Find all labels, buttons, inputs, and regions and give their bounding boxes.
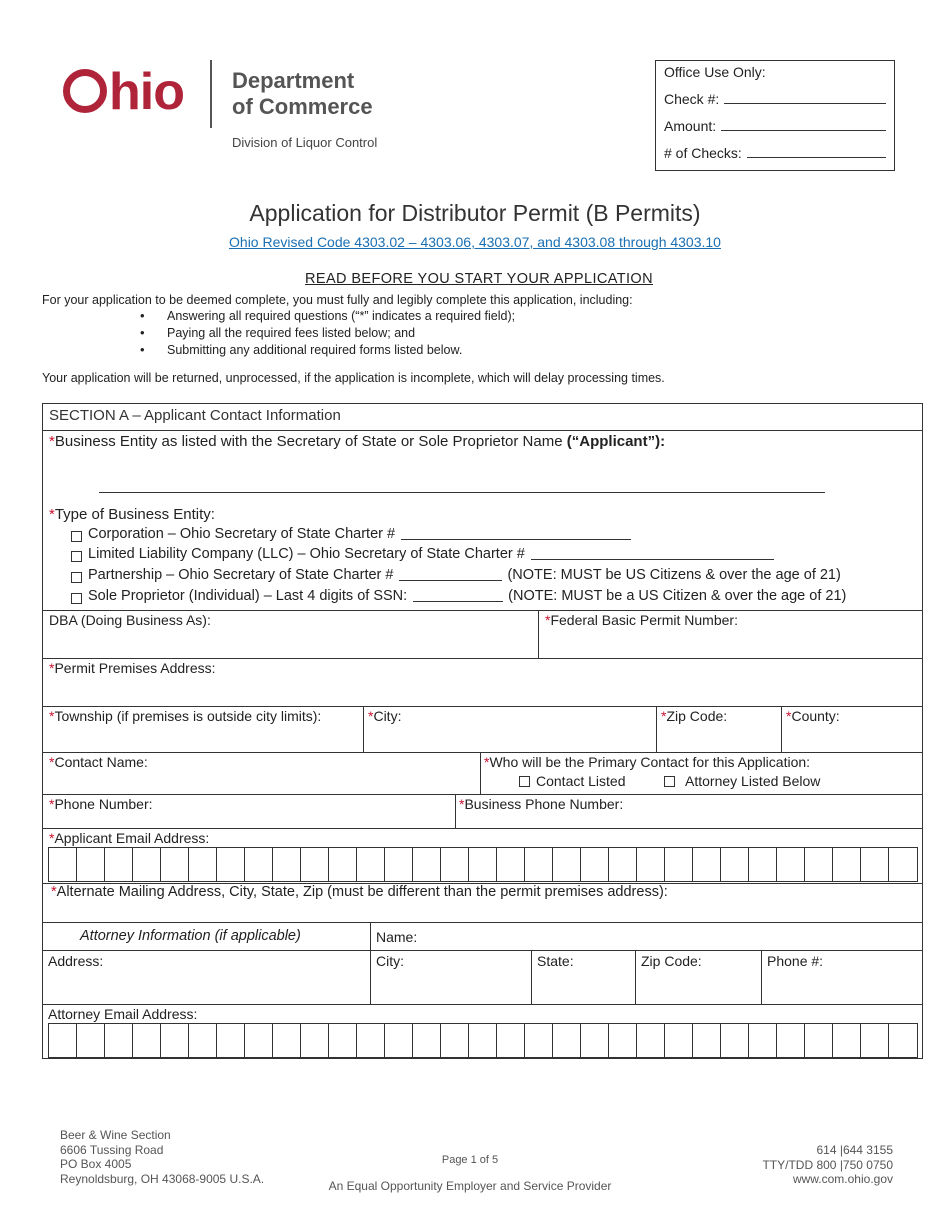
attorney-name-label: Name: [376, 929, 418, 945]
list-item: • Answering all required questions (“*” indicates a required field); [140, 309, 515, 326]
attorney-email-grid[interactable] [48, 1023, 918, 1058]
requirements-list [140, 309, 515, 360]
attorney-city-label: City: [376, 953, 404, 969]
department-name [232, 68, 373, 120]
premises-address-label: *Permit Premises Address: [49, 660, 216, 676]
zip-label: *Zip Code: [661, 708, 728, 724]
footer-phone: 614 |644 3155 [816, 1143, 893, 1157]
ohio-logo-text: hio [109, 63, 184, 121]
entity-type-label: *Type of Business Entity: [49, 506, 215, 523]
section-heading: SECTION A – Applicant Contact Information [49, 407, 341, 424]
primary-contact-label: *Who will be the Primary Contact for this Application: [484, 754, 811, 770]
attorney-listed-checkbox[interactable] [664, 776, 675, 787]
llc-charter-field[interactable] [531, 559, 774, 560]
equal-opportunity-text: An Equal Opportunity Employer and Service Provider [328, 1179, 612, 1193]
footer-city-state: Reynoldsburg, OH 43068-9005 U.S.A. [60, 1171, 265, 1186]
alt-mailing-label: *Alternate Mailing Address, City, State, Zip (must be different than the permit premises address): [51, 884, 668, 900]
returned-notice: Your application will be returned, unprocessed, if the application is incomplete, which will delay processing times. [42, 371, 665, 385]
sole-proprietor-checkbox[interactable] [71, 593, 82, 604]
logo-divider [210, 60, 212, 128]
footer-street: 6606 Tussing Road [60, 1142, 164, 1157]
list-item: • Submitting any additional required forms listed below. [140, 343, 515, 360]
num-checks-row: # of Checks: [664, 137, 886, 164]
contact-name-label: *Contact Name: [49, 754, 148, 770]
attorney-address-label: Address: [48, 953, 104, 969]
check-number-field[interactable] [724, 103, 886, 104]
office-use-title: Office Use Only: [664, 64, 766, 80]
entity-type-sole-proprietor: Sole Proprietor (Individual) – Last 4 digits of SSN: (NOTE: MUST be a US Citizen & over the age of 21) [71, 588, 846, 604]
county-label: *County: [786, 708, 840, 724]
city-cell[interactable] [363, 706, 657, 753]
intro-text: For your application to be deemed complete, you must fully and legibly complete this application, including: [42, 293, 633, 307]
list-item: • Paying all the required fees listed below; and [140, 326, 515, 343]
amount-field[interactable] [721, 130, 886, 131]
attorney-name-cell[interactable] [370, 922, 923, 951]
footer-section-name: Beer & Wine Section [60, 1128, 171, 1142]
office-use-box [655, 60, 895, 171]
business-phone-label: *Business Phone Number: [459, 796, 624, 812]
footer-tty: TTY/TDD 800 |750 0750 [762, 1157, 893, 1172]
contact-listed-checkbox[interactable] [519, 776, 530, 787]
township-label: *Township (if premises is outside city limits): [49, 708, 322, 724]
num-checks-field[interactable] [747, 157, 886, 158]
attorney-phone-label: Phone #: [767, 953, 824, 969]
entity-name-label-row: *Business Entity as listed with the Secretary of State or Sole Proprietor Name (“Applicant”): [49, 433, 666, 450]
attorney-email-label: Attorney Email Address: [48, 1006, 198, 1022]
llc-checkbox[interactable] [71, 551, 82, 562]
attorney-zip-label: Zip Code: [641, 953, 702, 969]
applicant-email-grid[interactable] [48, 847, 918, 882]
division-name: Division of Liquor Control [232, 135, 378, 150]
city-label: *City: [368, 708, 402, 724]
ohio-logo-o-mark [63, 69, 107, 113]
revised-code-link[interactable]: Ohio Revised Code 4303.02 – 4303.06, 4303.07, and 4303.08 through 4303.10 [229, 234, 721, 250]
read-before-heading: READ BEFORE YOU START YOUR APPLICATION [305, 271, 653, 287]
department-line-2: of Commerce [232, 94, 373, 119]
page-number: Page 1 of 5 [441, 1154, 499, 1166]
check-number-row: Check #: [664, 83, 886, 110]
federal-permit-label: *Federal Basic Permit Number: [545, 612, 738, 628]
page-title: Application for Distributor Permit (B Permits) [249, 200, 701, 226]
partnership-charter-field[interactable] [399, 580, 502, 581]
entity-name-field[interactable] [99, 492, 825, 493]
entity-type-llc: Limited Liability Company (LLC) – Ohio Secretary of State Charter # [71, 546, 774, 562]
department-line-1: Department [232, 68, 355, 93]
entity-type-partnership: Partnership – Ohio Secretary of State Charter # (NOTE: MUST be US Citizens & over the age of 21) [71, 567, 841, 583]
ohio-logo [63, 62, 184, 122]
footer-website[interactable]: www.com.ohio.gov [792, 1172, 893, 1186]
applicant-email-label: *Applicant Email Address: [49, 830, 210, 846]
attorney-info-label: Attorney Information (if applicable) [80, 928, 301, 944]
attorney-listed-option[interactable]: Attorney Listed Below [664, 773, 820, 789]
footer-po-box: PO Box 4005 [60, 1157, 132, 1171]
partnership-checkbox[interactable] [71, 572, 82, 583]
section-a-form [42, 403, 923, 1059]
ssn-last4-field[interactable] [413, 601, 503, 602]
corporation-charter-field[interactable] [401, 539, 631, 540]
amount-row: Amount: [664, 110, 886, 137]
dba-label: DBA (Doing Business As): [49, 612, 211, 628]
attorney-state-label: State: [537, 953, 574, 969]
phone-label: *Phone Number: [49, 796, 153, 812]
footer-contact [762, 1143, 893, 1187]
entity-type-corporation: Corporation – Ohio Secretary of State Charter # [71, 526, 631, 542]
contact-listed-option[interactable]: Contact Listed [519, 773, 626, 789]
corporation-checkbox[interactable] [71, 531, 82, 542]
